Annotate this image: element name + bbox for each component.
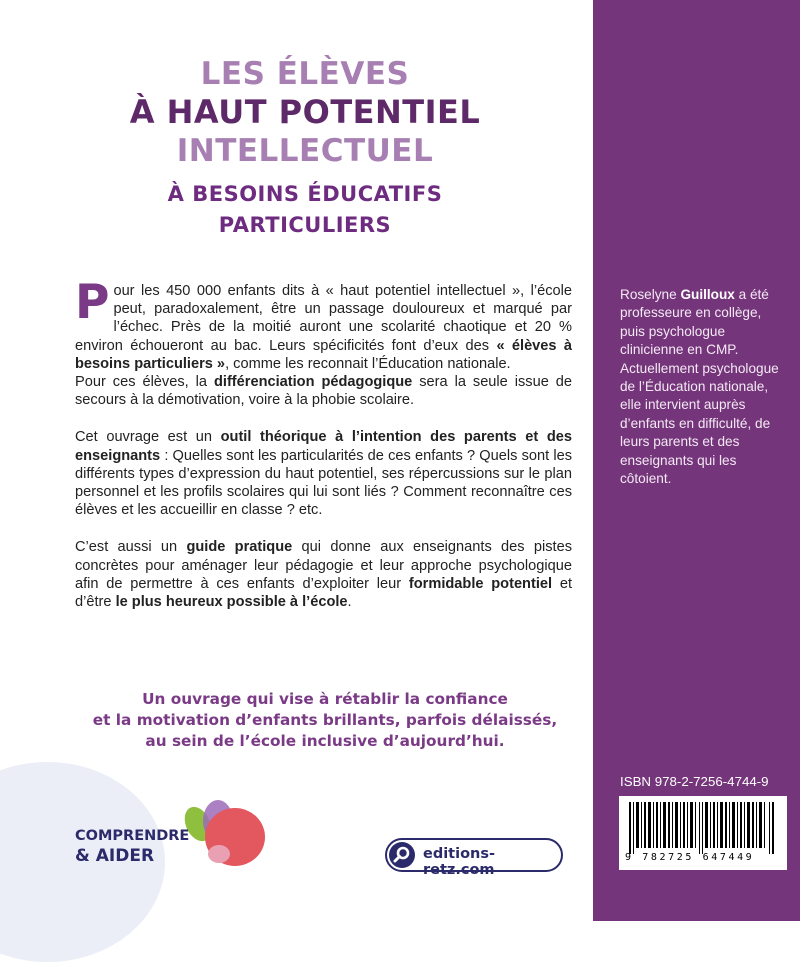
author-bio-text: a été professeure en collège, puis psychologue clinicienne en CMP. Actuellement psychologue de l’Éducation nationale, elle intervient auprès d’enfants en difficulté, de leurs parents et des enseignants qui les côtoient. bbox=[620, 287, 779, 487]
author-last-name: Guilloux bbox=[680, 287, 735, 302]
author-first-name: Roselyne bbox=[620, 287, 677, 302]
series-logo bbox=[75, 826, 189, 866]
series-line-1: COMPRENDRE bbox=[75, 828, 190, 844]
subtitle-line-2: PARTICULIERS bbox=[218, 213, 392, 237]
tagline: Un ouvrage qui vise à rétablir la confiance et la motivation d’enfants brillants, parfois délaissés, au sein de l’école inclusive d’aujourd’hui. bbox=[92, 690, 558, 750]
blurb-paragraph-4: C’est aussi un guide pratique qui donne aux enseignants des pistes concrètes pour aménager leur pédagogie et leur approche psychologique afin de permettre à ces enfants d’exploiter leur formidable potentiel et d’être le plus heureux possible à l’école. bbox=[75, 539, 572, 611]
author-bio bbox=[620, 286, 790, 488]
series-line-2: & AIDER bbox=[75, 846, 155, 866]
blurb bbox=[75, 275, 572, 611]
blurb-paragraph-3: Cet ouvrage est un outil théorique à l’intention des parents et des enseignants : Quelles sont les particularités de ces enfants ? Quels sont les différents types d’expression du haut potentiel, ses répercussions sur le plan personnel et les profils scolaires qui lui sont liés ? Comment reconnaître ces élèves et les accueillir en classe ? etc. bbox=[75, 429, 572, 519]
title-line-3: INTELLECTUEL bbox=[176, 133, 434, 169]
isbn: ISBN 978-2-7256-4744-9 bbox=[620, 774, 769, 789]
title-line-2: À HAUT POTENTIEL bbox=[129, 93, 481, 131]
logo-blob-pink bbox=[208, 845, 230, 863]
blurb-paragraph-2: Pour ces élèves, la différenciation pédagogique sera la seule issue de secours à la démotivation, voire à la phobie scolaire. bbox=[75, 374, 572, 409]
blurb-paragraph-1: Pour les 450 000 enfants dits à « haut potentiel intellectuel », l’école peut, paradoxalement, être un passage douloureux et marqué par l’échec. Près de la moitié auront une scolarité chaotique et 20 % environ échoueront au bac. Leurs spécificités font d’eux des « élèves à besoins particuliers », comme les reconnait l’Éducation nationale. bbox=[75, 275, 572, 372]
search-icon bbox=[389, 842, 415, 868]
website-url: editions-retz.com bbox=[423, 846, 496, 878]
drop-cap: P bbox=[75, 275, 110, 330]
barcode-digits: 9 782725 647449 bbox=[625, 852, 755, 863]
title-line-1: LES ÉLÈVES bbox=[200, 56, 410, 92]
book-title bbox=[60, 55, 550, 241]
website-badge bbox=[385, 838, 563, 878]
subtitle-line-1: À BESOINS ÉDUCATIFS bbox=[167, 182, 443, 206]
